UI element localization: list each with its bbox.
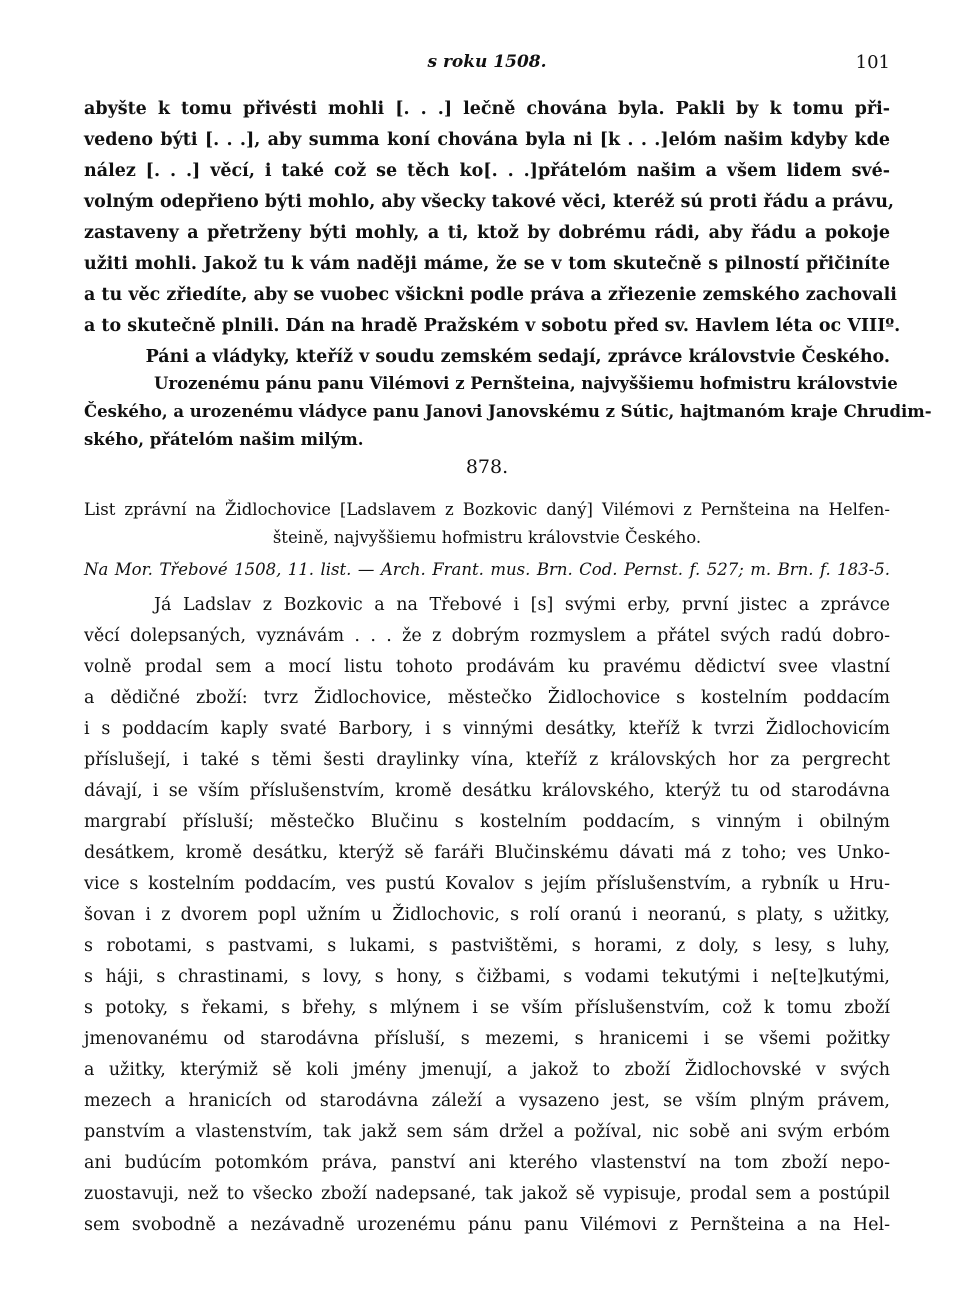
text-line: desátkem, kromě desátku, kterýž sě faráři Blučinskému dávati má z toho; ves Unko- [84,843,890,863]
address-line: Urozenému pánu panu Vilémovi z Pernšteina, najvyššiemu hofmistru královstvie [154,374,898,393]
address-block [84,370,932,454]
text-line: a užitky, kterýmiž sě koli jmény jmenují, a jakož to zboží Židlochovské v svých [84,1060,890,1080]
text-line: dávají, i se vším příslušenstvím, kromě desátku královského, kterýž tu od starodávna [84,781,890,801]
regest-line: šteině, najvyššiemu hofmistru královstvie Českého. [272,528,702,547]
text-line: nález [. . .] věcí, i také což se těch ko[. . .]přátelóm našim a všem lidem své- [84,161,890,181]
text-line: užiti mohli. Jakož tu k vám naději máme, že se v tom skutečně s pilností přičiníte [84,254,890,274]
regest-line: List zprávní na Židlochovice [Ladslavem z Bozkovic daný] Vilémovi z Pernšteina na Helfen- [84,500,890,519]
letter-body-paragraph [84,94,901,373]
text-line: zastaveny a přetrženy býti mohly, a ti, ktož by dobrému rádi, aby řádu a pokoje [84,223,890,243]
text-line: Já Ladslav z Bozkovic a na Třebové i [s] svými erby, první jistec a zprávce [154,595,890,615]
text-line: šovan i z dvorem popl užním u Židlochovic, s rolí oranú i neoranú, s platy, s užitky, [84,905,890,925]
text-line: i s poddacím kaply svaté Barbory, i s vinnými desátky, kteříž k tvrzi Židlochovicím [84,719,890,739]
text-line: s háji, s chrastinami, s lovy, s hony, s čižbami, s vodami tekutými i ne[te]kutými, [84,967,890,987]
text-line: mezech a hranicích od starodávna záleží a vysazeno jest, se vším plným právem, [84,1091,890,1111]
page-header [84,52,890,82]
text-line: volně prodal sem a mocí listu tohoto prodávám ku pravému dědictví svee vlastní [84,657,890,677]
main-text-paragraph [84,590,890,1241]
text-line: ani budúcím potomkóm práva, panství ani kterého vlastenství na tom zboží nepo- [84,1153,890,1173]
regest-block [84,496,890,552]
text-line: a dědičné zboží: tvrz Židlochovice, městečko Židlochovice s kostelním poddacím [84,688,890,708]
text-line: sem svobodně a nezávadně urozenému pánu panu Vilémovi z Pernšteina a na Hel- [84,1215,890,1235]
text-line: příslušejí, i také s těmi šesti draylinky vína, kteříž z královských hor za pergrecht [84,750,890,770]
page-number: 101 [855,52,890,73]
document-number: 878. [465,456,509,478]
signature-line: Páni a vládyky, kteříž v soudu zemském sedají, zprávce královstvie Českého. [145,347,890,367]
text-line: vedeno býti [. . .], aby summa koní chována byla ni [k . . .]elóm našim kdyby kde [84,130,890,150]
text-line: a tu věc zřiedíte, aby se vuobec všickni podle práva a zřiezenie zemského zachovali [84,285,897,305]
text-line: zuostavuji, než to všecko zboží nadepsané, tak jakož sě vypisuje, prodal sem a postúpil [84,1184,890,1204]
text-line: margrabí přísluší; městečko Blučinu s kostelním poddacím, s vinným i obilným [84,812,890,832]
address-line: Českého, a urozenému vládyce panu Janovi Janovskému z Sútic, hajtmanóm kraje Chrudim- [84,402,932,421]
running-head: s roku 1508. [427,52,547,72]
text-line: s robotami, s pastvami, s lukami, s pastvištěmi, s horami, z doly, s lesy, s luhy, [84,936,890,956]
source-note: Na Mor. Třebové 1508, 11. list. — Arch. Frant. mus. Brn. Cod. Pernst. f. 527; m. Brn. f. 183-5. [84,560,890,579]
text-line: s potoky, s řekami, s břehy, s mlýnem i se vším příslušenstvím, což k tomu zboží [84,998,890,1018]
address-line: ského, přátelóm našim milým. [84,430,364,449]
text-line: abyšte k tomu přivésti mohli [. . .] lečně chována byla. Pakli by k tomu při- [84,99,890,119]
text-line: panstvím a vlastenstvím, tak jakž sem sám držel a požíval, nic sobě ani svým erbóm [84,1122,890,1142]
text-line: vice s kostelním poddacím, ves pustú Kovalov s jejím příslušenstvím, a rybník u Hru- [84,874,890,894]
text-line: věcí dolepsaných, vyznávám . . . že z dobrým rozmyslem a přátel svých radú dobro- [84,626,890,646]
text-line: a to skutečně plnili. Dán na hradě Pražském v sobotu před sv. Havlem léta oc VIIIº. [84,316,901,336]
text-line: jmenovanému od starodávna přísluší, s mezemi, s hranicemi i se všemi požitky [84,1029,890,1049]
text-line: volným odepřieno býti mohlo, aby všecky takové věci, kteréž sú proti řádu a právu, [84,192,895,212]
